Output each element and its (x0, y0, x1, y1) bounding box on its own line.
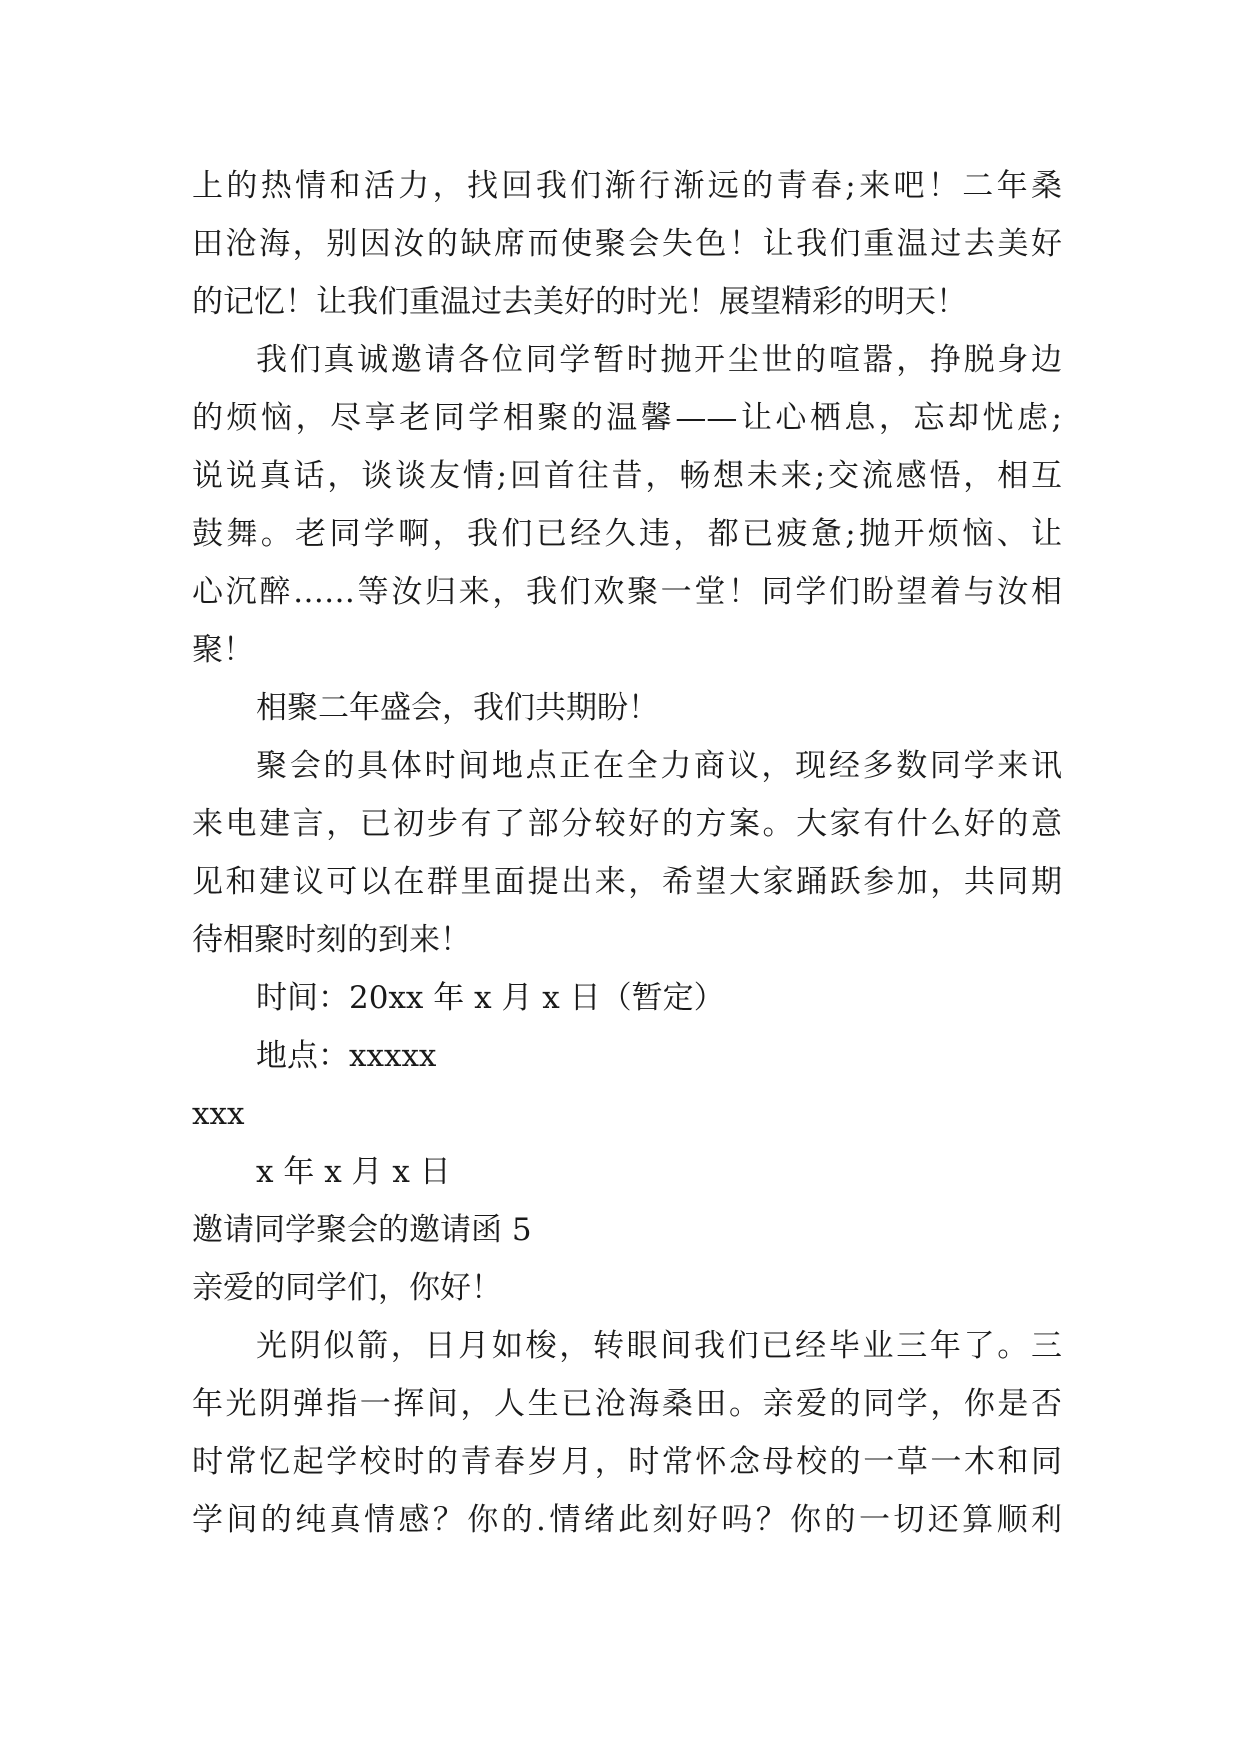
paragraph-1-line-2: 田沧海，别因汝的缺席而使聚会失色！让我们重温过去美好 (192, 226, 1062, 262)
paragraph-2-line-4: 鼓舞。老同学啊，我们已经久违，都已疲惫;抛开烦恼、让 (192, 516, 1062, 552)
paragraph-2-line-1: 我们真诚邀请各位同学暂时抛开尘世的喧嚣，挣脱身边 (256, 342, 1062, 378)
paragraph-2-line-3: 说说真话，谈谈友情;回首往昔，畅想未来;交流感悟，相互 (192, 458, 1062, 494)
date-line: x 年 x 月 x 日 (256, 1154, 451, 1190)
paragraph-2-line-6: 聚！ (192, 632, 254, 668)
greeting: 亲爱的同学们，你好！ (192, 1270, 502, 1306)
paragraph-2-line-2: 的烦恼，尽享老同学相聚的温馨——让心栖息，忘却忧虑; (192, 400, 1062, 436)
paragraph-1-line-3: 的记忆！让我们重温过去美好的时光！展望精彩的明天！ (192, 284, 967, 320)
paragraph-4-line-3: 见和建议可以在群里面提出来，希望大家踊跃参加，共同期 (192, 864, 1062, 900)
paragraph-4-line-4: 待相聚时刻的到来！ (192, 922, 471, 958)
paragraph-4-line-2: 来电建言，已初步有了部分较好的方案。大家有什么好的意 (192, 806, 1062, 842)
signature: xxx (192, 1096, 245, 1132)
paragraph-1-line-1: 上的热情和活力，找回我们渐行渐远的青春;来吧！二年桑 (192, 168, 1062, 204)
place-line: 地点：xxxxx (256, 1038, 437, 1074)
paragraph-4-line-1: 聚会的具体时间地点正在全力商议，现经多数同学来讯 (256, 748, 1062, 784)
paragraph-3-line-1: 相聚二年盛会，我们共期盼！ (256, 690, 659, 726)
paragraph-5-line-1: 光阴似箭，日月如梭，转眼间我们已经毕业三年了。三 (256, 1328, 1062, 1364)
paragraph-5-line-2: 年光阴弹指一挥间，人生已沧海桑田。亲爱的同学，你是否 (192, 1386, 1062, 1422)
section-title: 邀请同学聚会的邀请函 5 (192, 1212, 532, 1248)
paragraph-5-line-4: 学间的纯真情感？你的.情绪此刻好吗？你的一切还算顺利 (192, 1502, 1062, 1538)
time-line: 时间：20xx 年 x 月 x 日（暂定） (256, 980, 725, 1016)
paragraph-2-line-5: 心沉醉……等汝归来，我们欢聚一堂！同学们盼望着与汝相 (192, 574, 1062, 610)
paragraph-5-line-3: 时常忆起学校时的青春岁月，时常怀念母校的一草一木和同 (192, 1444, 1062, 1480)
